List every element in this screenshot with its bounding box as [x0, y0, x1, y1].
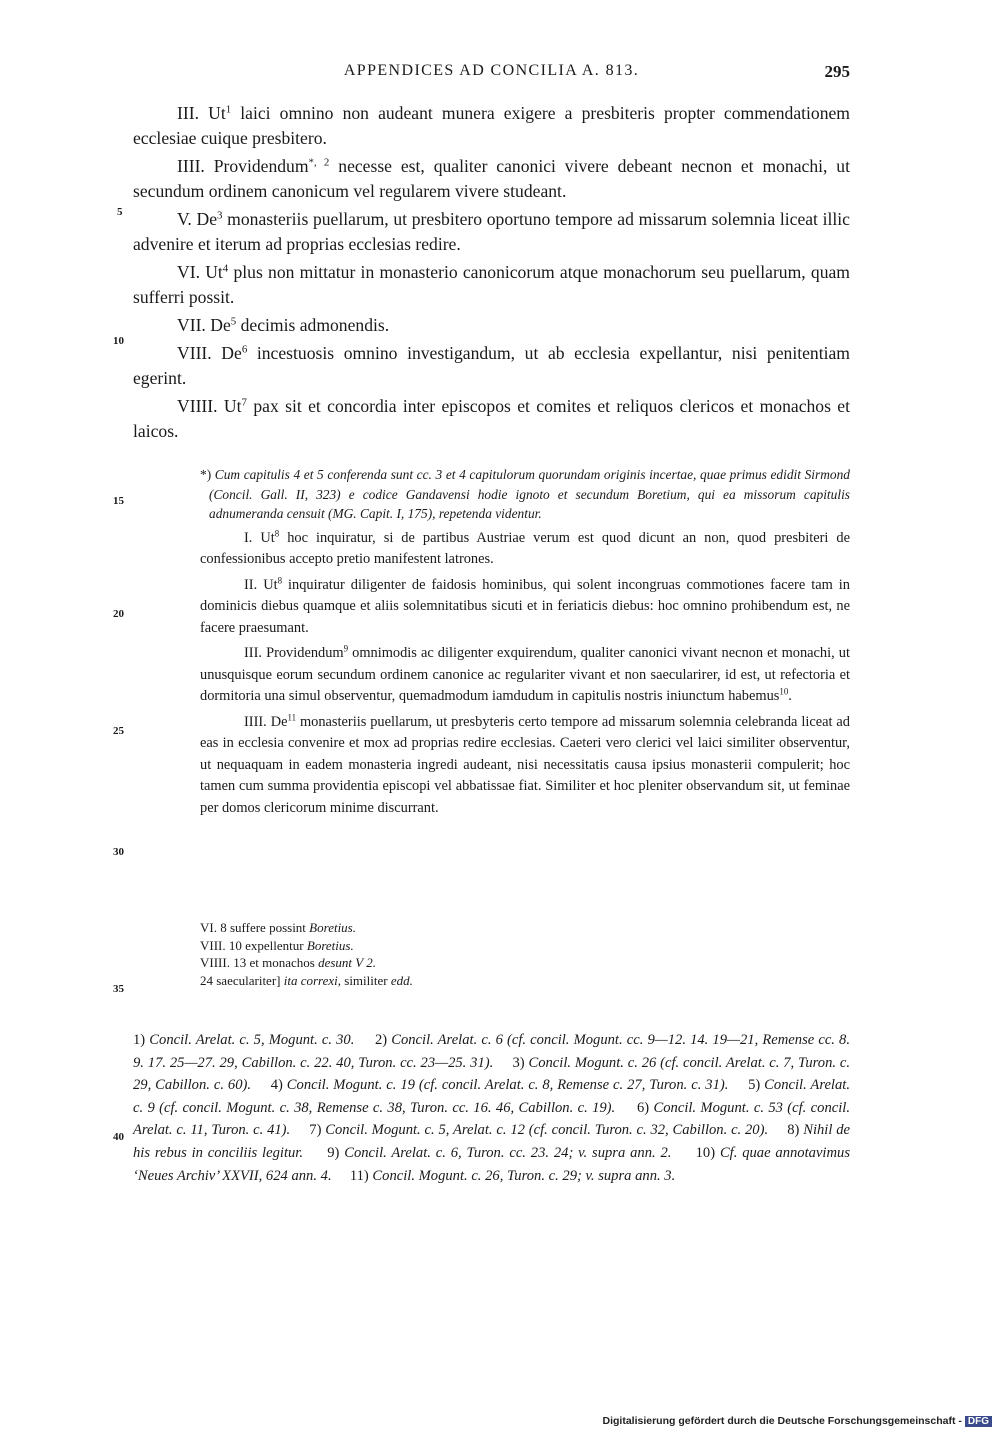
footnote-item: I. Ut$^8$ hoc inquiratur, si de partibus Austriae verum est quod dicunt an non, quod presbiteri de confessionibus accepto pretio manifestent latrones. [200, 528, 850, 567]
footnote-item: II. Ut$^8$ inquiratur diligenter de faidosis hominibus, qui solent incongruas commotiones facere tam in dominicis diebus quamque et aliis solemnitatibus sicuti et in feriaticis diebus: hoc omnino prohibendum est, ne facere praesumant. [200, 575, 850, 636]
paragraph: IIII. Providendum$^{*, 2}$ necesse est, qualiter canonici vivere debeant necnon et monachi, ut secundum ordinem canonicum vel regularem vivere studeant. [133, 156, 850, 201]
apparatus-entry: 24 saeculariter] ita correxi, similiter edd. [200, 972, 413, 988]
footnote-item: IIII. De$^{11}$ monasteriis puellarum, ut presbyteris certo tempore ad missarum solemnia celebranda liceat ad eas in ecclesia convenire et mox ad proprias redire ecclesias. Caeteri vero clerici vel laici similiter observentur, ut nequaquam in eadem monasteria ingredi audeant, nisi necessitatis causa ipsius monasterii compulerit; hoc tamen cum summa providentia episcopi vel abbatissae fiat. Similiter et hoc pleniter observandum sit, ut feminae per domos clericorum minime discurrant. [200, 712, 850, 816]
digitization-credit: Digitalisierung gefördert durch die Deutsche Forschungsgemeinschaft - DFG [603, 1415, 993, 1427]
line-number: 15 [113, 495, 124, 507]
note: 3) Concil. Mogunt. c. 26 (cf. concil. Arelat. c. 7, Turon. c. 29, Cabillon. c. 60). [133, 1054, 850, 1094]
apparatus-entry: VI. 8 suffere possint Boretius. [200, 920, 356, 935]
page-number: 295 [824, 62, 850, 81]
note: 7) Concil. Mogunt. c. 5, Arelat. c. 12 (cf. concil. Turon. c. 32, Cabillon. c. 20). [309, 1122, 769, 1139]
note: 2) Concil. Arelat. c. 6 (cf. concil. Mogunt. cc. 9—12. 14. 19—21, Remense cc. 8. 9. 17. 25—27. 29, Cabillon. c. 22. 40, Turon. cc. 23—25. 31). [133, 1032, 851, 1071]
line-number: 20 [113, 608, 124, 620]
paragraph: VI. Ut$^4$ plus non mittatur in monasterio canonicorum atque monachorum seu puellarum, quam sufferri possit. [133, 262, 850, 307]
note: 6) Concil. Mogunt. c. 53 (cf. concil. Arelat. c. 11, Turon. c. 41). [133, 1099, 850, 1139]
note: 8) Nihil de his rebus in conciliis legitur. [133, 1122, 851, 1161]
footnote-item: III. Providendum$^9$ omnimodis ac diligenter exquirendum, qualiter canonici vivant necnon et monachi, ut unusquisque eorum secundum ordinem canonice ac regulariter vivant et non saecularirer, id est, ut refectoria et dormitoria una simul observentur, quemadmodum iamdudum in capitulis nostris iniunctum habemus$^{10}$. [200, 643, 850, 704]
critical-apparatus [200, 919, 850, 989]
note: 10) Cf. quae annotavimus ‘Neues Archiv’ XXVII, 624 ann. 4. [133, 1144, 850, 1184]
source-notes [133, 1029, 850, 1187]
note: 9) Concil. Arelat. c. 6, Turon. cc. 23. 24; v. supra ann. 2. [327, 1144, 672, 1161]
line-number: 25 [113, 725, 124, 737]
paragraph: VIII. De$^6$ incestuosis omnino investigandum, ut ab ecclesia expellantur, nisi penitentiam egerint. [133, 343, 850, 388]
line-number: 5 [117, 206, 123, 218]
note: 1) Concil. Arelat. c. 5, Mogunt. c. 30. [133, 1032, 355, 1048]
main-text [133, 101, 850, 447]
line-number: 30 [113, 846, 124, 858]
line-number: 10 [113, 335, 124, 347]
note: 11) Concil. Mogunt. c. 26, Turon. c. 29; v. supra ann. 3. [349, 1167, 676, 1184]
paragraph: III. Ut$^1$ laici omnino non audeant munera exigere a presbiteris propter commendationem ecclesiae cuique presbitero. [133, 103, 850, 148]
apparatus-entry: VIIII. 13 et monachos desunt V 2. [200, 955, 376, 970]
star-footnote [200, 465, 850, 823]
note: 4) Concil. Mogunt. c. 19 (cf. concil. Arelat. c. 8, Remense c. 27, Turon. c. 31). [270, 1077, 729, 1094]
star-footnote-intro: *) Cum capitulis 4 et 5 conferenda sunt cc. 3 et 4 capitulorum quorundam originis incertae, quae primus edidit Sirmond (Concil. Gall. II, 323) e codice Gandavensi hodie ignoto et secundum Boretium, qui ea missorum capitulis adnumeranda censuit (MG. Capit. I, 175), repetenda videntur. [200, 467, 850, 521]
note: 5) Concil. Arelat. c. 9 (cf. concil. Mogunt. c. 38, Remense c. 38, Turon. cc. 16. 46, Cabillon. c. 19). [133, 1077, 850, 1116]
paragraph: VIIII. Ut$^7$ pax sit et concordia inter episcopos et comites et reliquos clericos et monachos et laicos. [133, 396, 850, 441]
running-header [133, 62, 850, 86]
header-title: APPENDICES AD CONCILIA A. 813. [343, 62, 640, 79]
paragraph: VII. De$^5$ decimis admonendis. [177, 315, 390, 335]
paragraph: V. De$^3$ monasteriis puellarum, ut presbitero oportuno tempore ad missarum solemnia liceat illic advenire et iterum ad proprias ecclesias redire. [133, 209, 850, 254]
apparatus-entry: VIII. 10 expellentur Boretius. [200, 937, 354, 953]
line-number: 40 [113, 1131, 124, 1143]
dfg-logo: DFG [965, 1416, 992, 1427]
line-number: 35 [113, 983, 124, 995]
